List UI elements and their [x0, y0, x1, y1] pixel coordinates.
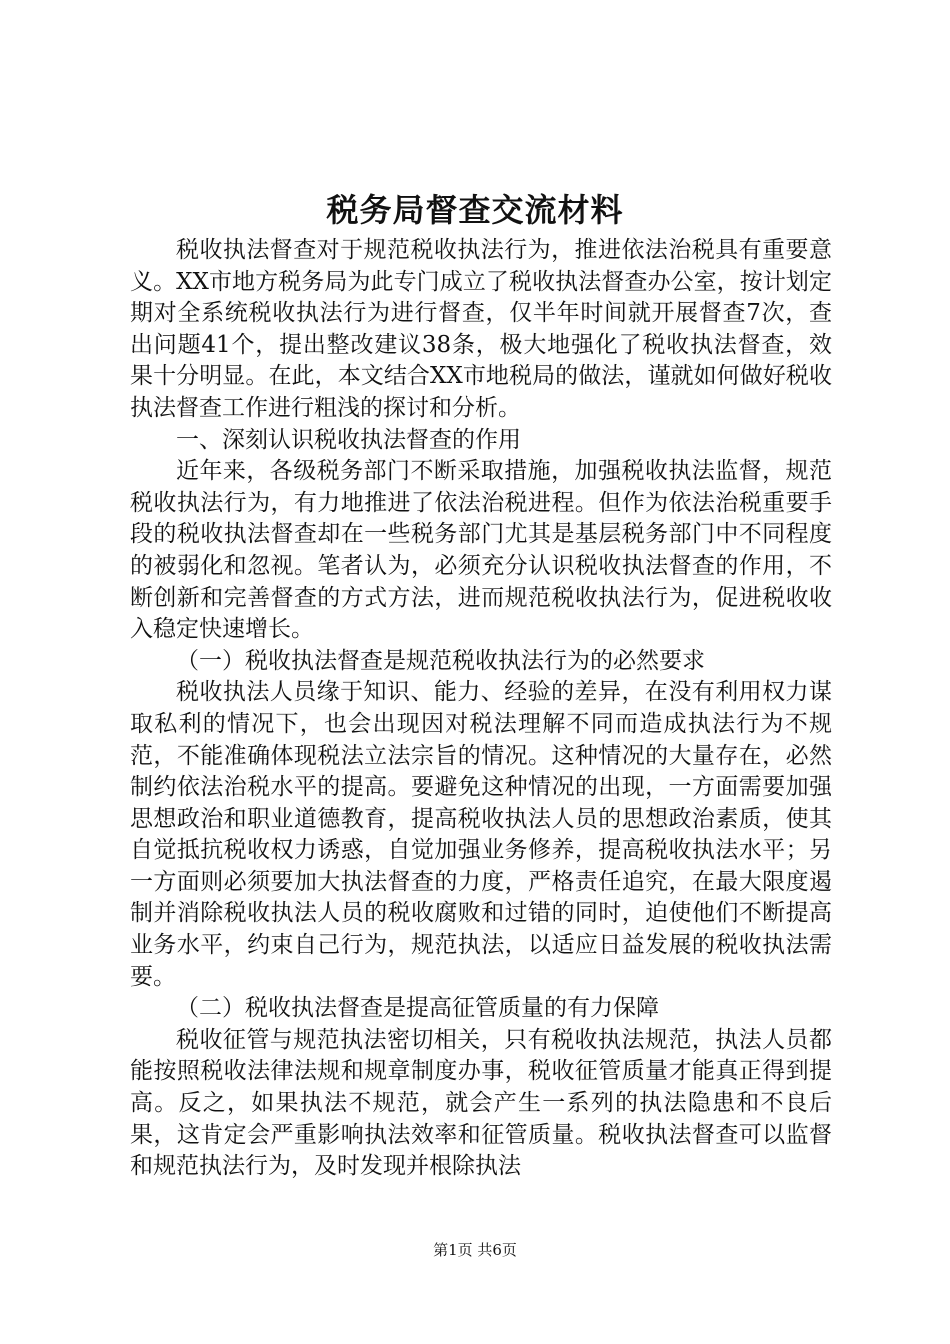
- section-heading-1: 一、深刻认识税收执法督查的作用: [176, 426, 521, 453]
- subsection-heading-2: （二）税收执法督查是提高征管质量的有力保障: [176, 995, 659, 1022]
- page-number-footer: 第1页 共6页: [433, 1241, 517, 1259]
- body-paragraph: 近年来，各级税务部门不断采取措施，加强税收执法监督，规范税收执法行为，有力地推进了依法治税进程。但作为依法治税重要手段的税收执法督查却在一些税务部门尤其是基层税务部门中不同程度的被弱化和忽视。笔者认为，必须充分认识税收执法督查的作用，不断创新和完善督查的方式方法，进而规范税收执法行为，促进税收收入稳定快速增长。: [130, 458, 832, 643]
- intro-paragraph: 税收执法督查对于规范税收执法行为，推进依法治税具有重要意义。XX市地方税务局为此专门成立了税收执法督查办公室，按计划定期对全系统税收执法行为进行督查，仅半年时间就开展督查7次，查出问题41个，提出整改建议38条，极大地强化了税收执法督查，效果十分明显。在此，本文结合XX市地税局的做法，谨就如何做好税收执法督查工作进行粗浅的探讨和分析。: [130, 237, 832, 421]
- document-title: 税务局督查交流材料: [326, 191, 624, 229]
- subsection-heading-1: （一）税收执法督查是规范税收执法行为的必然要求: [176, 647, 705, 674]
- body-paragraph: 税收征管与规范执法密切相关，只有税收执法规范，执法人员都能按照税收法律法规和规章制度办事，税收征管质量才能真正得到提高。反之，如果执法不规范，就会产生一系列的执法隐患和不良后果，这肯定会严重影响执法效率和征管质量。税收执法督查可以监督和规范执法行为，及时发现并根除执法: [130, 1026, 832, 1180]
- document-body: [130, 235, 832, 1183]
- body-paragraph: 税收执法人员缘于知识、能力、经验的差异，在没有利用权力谋取私利的情况下，也会出现因对税法理解不同而造成执法行为不规范，不能准确体现税法立法宗旨的情况。这种情况的大量存在，必然制约依法治税水平的提高。要避免这种情况的出现，一方面需要加强思想政治和职业道德教育，提高税收执法人员的思想政治素质，使其自觉抵抗税收权力诱惑，自觉加强业务修养，提高税收执法水平；另一方面则必须要加大执法督查的力度，严格责任追究，在最大限度遏制并消除税收执法人员的税收腐败和过错的同时，迫使他们不断提高业务水平，约束自己行为，规范执法，以适应日益发展的税收执法需要。: [130, 679, 832, 990]
